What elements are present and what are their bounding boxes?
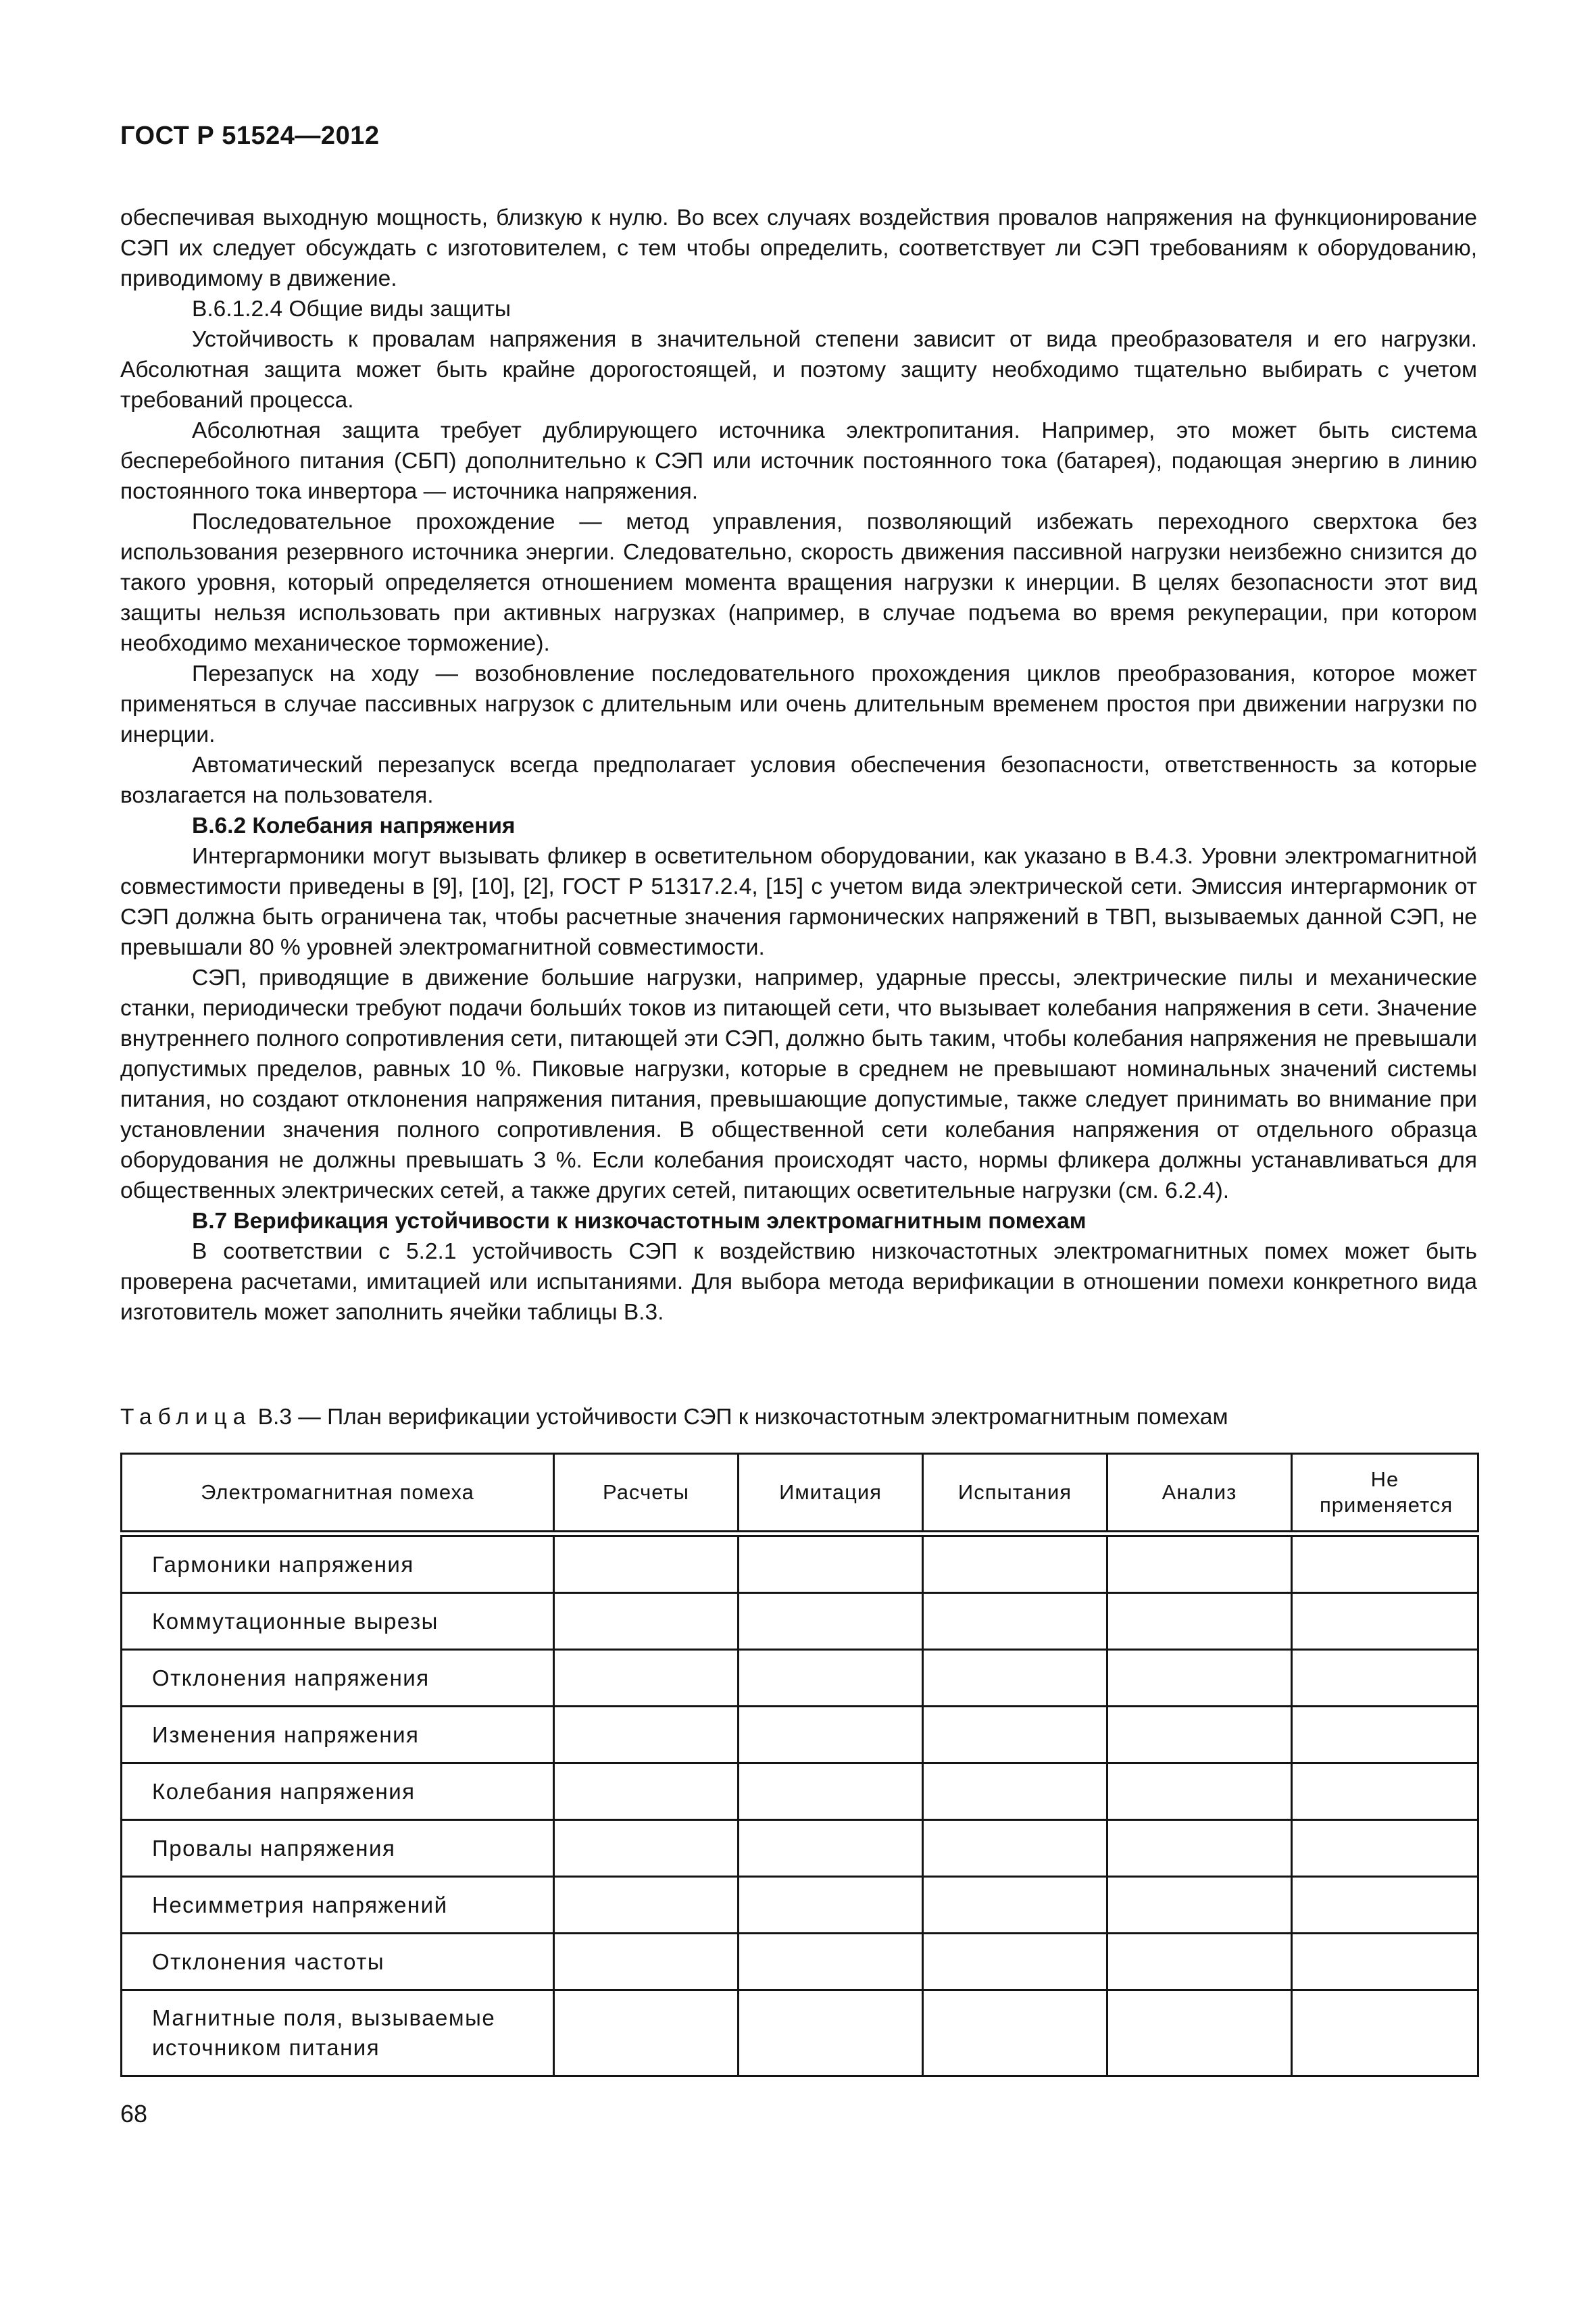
table-cell [923,1990,1107,2076]
table-cell [1292,1990,1478,2076]
table-cell [739,1707,923,1763]
table-cell [739,1877,923,1934]
table-cell [1107,1707,1292,1763]
table-cell [1107,1934,1292,1990]
column-header: Не применяется [1292,1454,1478,1534]
table-header-row [122,1454,1478,1534]
row-label: Провалы напряжения [122,1820,554,1877]
section-heading: В.6.2 Колебания напряжения [192,813,516,838]
table-caption-text: В.3 — План верификации устойчивости СЭП к низкочастотным электромагнитным помехам [251,1405,1228,1430]
table-cell [554,1877,739,1934]
table-cell [923,1820,1107,1877]
table-row [122,1707,1478,1763]
column-header: Испытания [923,1454,1107,1534]
paragraph: СЭП, приводящие в движение большие нагрузки, например, ударные прессы, электрические пилы и механические станки, периодически требуют подачи больши́х токов из питающей сети, что вызывает колебания напряжения в сети. Значение внутреннего полного сопротивления сети, питающей эти СЭП, должно быть таким, чтобы колебания напряжения не превышали допустимых пределов, равных 10 %. Пиковые нагрузки, которые в среднем не превышают номинальных значений системы питания, но создают отклонения напряжения питания, превышающие допустимые, также следует принимать во внимание при установлении значения полного сопротивления. В общественной сети колебания напряжения от отдельного образца оборудования не должны превышать 3 %. Если колебания происходят часто, нормы фликера должны устанавливаться для общественных электрических сетей, а также других сетей, питающих осветительные нагрузки (см. 6.2.4). [120,965,1477,1203]
table-cell [923,1877,1107,1934]
table-cell [554,1934,739,1990]
paragraph: обеспечивая выходную мощность, близкую к нулю. Во всех случаях воздействия провалов напряжения на функционирование СЭП их следует обсуждать с изготовителем, с тем чтобы определить, соответствует ли СЭП требованиям к оборудованию, приводимому в движение. [120,205,1477,291]
table-row [122,1934,1478,1990]
table-cell [554,1593,739,1650]
subsection-heading: В.6.1.2.4 Общие виды защиты [192,297,511,322]
row-label: Колебания напряжения [122,1763,554,1820]
document-header: ГОСТ Р 51524—2012 [120,122,380,150]
paragraph: Последовательное прохождение — метод управления, позволяющий избежать переходного сверхтока без использования резервного источника энергии. Следовательно, скорость движения пассивной нагрузки неизбежно снизится до такого уровня, который определяется отношением момента вращения нагрузки к инерции. В целях безопасности этот вид защиты нельзя использовать при активных нагрузках (например, в случае подъема во время рекуперации, при котором необходимо механическое торможение). [120,509,1477,656]
table-cell [1292,1934,1478,1990]
column-header: Анализ [1107,1454,1292,1534]
table-cell [1107,1820,1292,1877]
table-cell [1107,1534,1292,1593]
table-cell [923,1707,1107,1763]
paragraph: Устойчивость к провалам напряжения в значительной степени зависит от вида преобразователя и его нагрузки. Абсолютная защита может быть крайне дорогостоящей, и поэтому защиту необходимо тщательно выбирать с учетом требований процесса. [120,327,1477,413]
row-label: Отклонения частоты [122,1934,554,1990]
table-cell [1107,1763,1292,1820]
table-cell [554,1534,739,1593]
table-cell [923,1650,1107,1707]
column-header: Электромагнитная помеха [122,1454,554,1534]
paragraph: Абсолютная защита требует дублирующего источника электропитания. Например, это может быть система бесперебойного питания (СБП) дополнительно к СЭП или источник постоянного тока (батарея), подающая энергию в линию постоянного тока инвертора — источника напряжения. [120,418,1477,504]
section-heading: В.7 Верификация устойчивости к низкочастотным электромагнитным помехам [192,1209,1087,1234]
row-label: Отклонения напряжения [122,1650,554,1707]
table-cell [739,1593,923,1650]
table-cell [554,1650,739,1707]
column-header: Расчеты [554,1454,739,1534]
row-label: Изменения напряжения [122,1707,554,1763]
table-cell [1107,1650,1292,1707]
paragraph: Автоматический перезапуск всегда предполагает условия обеспечения безопасности, ответственность за которые возлагается на пользователя. [120,753,1477,808]
column-header: Имитация [739,1454,923,1534]
table-row [122,1990,1478,2076]
table-cell [923,1534,1107,1593]
table-cell [1292,1650,1478,1707]
body-text [120,203,1477,1328]
table-cell [923,1593,1107,1650]
table-caption [120,1402,1228,1432]
table-row [122,1763,1478,1820]
table-cell [739,1534,923,1593]
table-cell [923,1934,1107,1990]
table-cell [1107,1593,1292,1650]
table-cell [1292,1763,1478,1820]
table-cell [554,1990,739,2076]
table-row [122,1650,1478,1707]
table-cell [1292,1593,1478,1650]
table-cell [1292,1877,1478,1934]
table-cell [1107,1877,1292,1934]
row-label: Магнитные поля, вызываемые источником питания [122,1990,554,2076]
table-row [122,1877,1478,1934]
table-cell [739,1650,923,1707]
paragraph: Перезапуск на ходу — возобновление последовательного прохождения циклов преобразования, которое может применяться в случае пассивных нагрузок с длительным или очень длительным временем простоя при движении нагрузки по инерции. [120,661,1477,747]
row-label: Коммутационные вырезы [122,1593,554,1650]
table-cell [1292,1534,1478,1593]
table-cell [1292,1820,1478,1877]
table-row [122,1534,1478,1593]
table-caption-prefix: Таблица [120,1405,252,1430]
table-row [122,1593,1478,1650]
table-cell [739,1990,923,2076]
table-cell [1292,1707,1478,1763]
table-cell [739,1820,923,1877]
table-cell [739,1763,923,1820]
table-cell [554,1763,739,1820]
row-label: Несимметрия напряжений [122,1877,554,1934]
paragraph: В соответствии с 5.2.1 устойчивость СЭП к воздействию низкочастотных электромагнитных помех может быть проверена расчетами, имитацией или испытаниями. Для выбора метода верификации в отношении помехи конкретного вида изготовитель может заполнить ячейки таблицы В.3. [120,1239,1477,1325]
table-cell [739,1934,923,1990]
table-row [122,1820,1478,1877]
paragraph: Интергармоники могут вызывать фликер в осветительном оборудовании, как указано в В.4.3. Уровни электромагнитной совместимости приведены в [9], [10], [2], ГОСТ Р 51317.2.4, [15] с учетом вида электрической сети. Эмиссия интергармоник от СЭП должна быть ограничена так, чтобы расчетные значения гармонических напряжений в ТВП, вызываемых данной СЭП, не превышали 80 % уровней электромагнитной совместимости. [120,844,1477,960]
page-number: 68 [120,2100,148,2128]
verification-table [120,1453,1479,2077]
table-cell [554,1820,739,1877]
table-cell [1107,1990,1292,2076]
row-label: Гармоники напряжения [122,1534,554,1593]
table-cell [923,1763,1107,1820]
table-cell [554,1707,739,1763]
